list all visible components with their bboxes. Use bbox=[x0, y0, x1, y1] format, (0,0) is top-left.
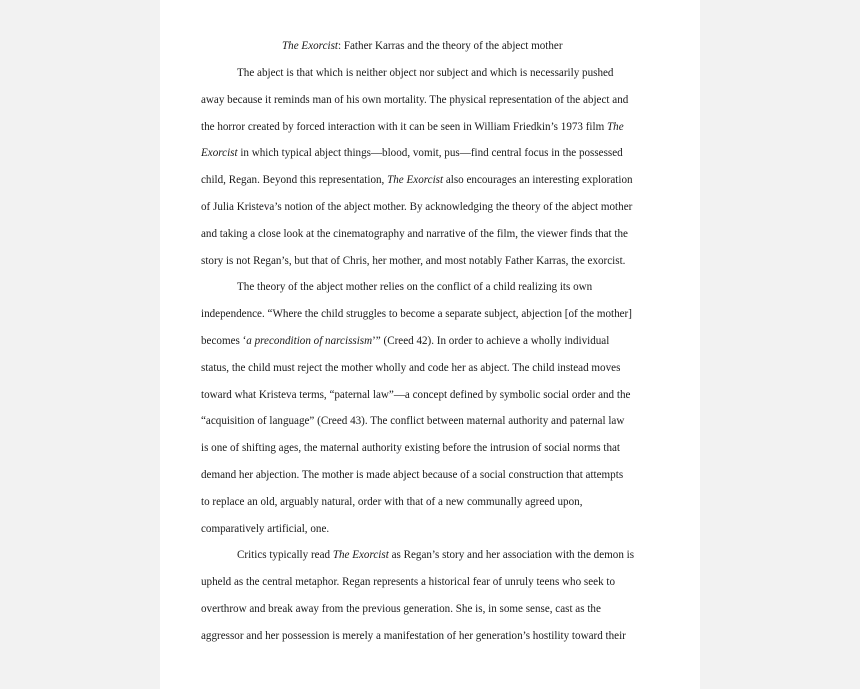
body-text-line bbox=[201, 629, 626, 643]
text-segment: The abject is that which is neither object nor subject and which is necessarily pushed bbox=[237, 67, 614, 79]
body-text-line bbox=[237, 66, 613, 80]
body-text-line bbox=[201, 522, 329, 536]
body-text-line bbox=[201, 254, 625, 268]
document-title bbox=[282, 39, 563, 53]
text-segment: upheld as the central metaphor. Regan represents a historical fear of unruly teens who seek to bbox=[201, 576, 616, 589]
body-text-line bbox=[201, 495, 582, 509]
body-text-line bbox=[201, 93, 628, 107]
text-segment: demand her abjection. The mother is made abject because of a social construction that attempts bbox=[201, 469, 624, 481]
text-segment: is one of shifting ages, the maternal authority existing before the intrusion of social norms that bbox=[201, 442, 621, 455]
text-segment: ’” (Creed 42). In order to achieve a wholly individual bbox=[372, 335, 610, 347]
text-segment: “acquisition of language” (Creed 43). The conflict between maternal authority and paternal law bbox=[201, 415, 625, 428]
text-segment: aggressor and her possession is merely a manifestation of her generation’s hostility toward their bbox=[201, 629, 626, 642]
italic-text: a precondition of narcissism bbox=[246, 335, 373, 347]
body-text-line bbox=[201, 575, 615, 589]
body-text-line bbox=[201, 441, 620, 455]
text-segment: away because it reminds man of his own mortality. The physical representation of the abject and bbox=[201, 93, 629, 106]
text-segment: and taking a close look at the cinematography and narrative of the film, the viewer finds that the bbox=[201, 227, 628, 240]
text-segment: independence. “Where the child struggles to become a separate subject, abjection [of the mother] bbox=[201, 308, 632, 321]
body-text-line bbox=[201, 146, 623, 160]
text-segment: to replace an old, arguably natural, order with that of a new communally agreed upon, bbox=[201, 495, 583, 508]
text-segment: the horror created by forced interaction with it can be seen in William Friedkin’s 1973 film bbox=[201, 120, 607, 133]
body-text-line bbox=[201, 307, 632, 321]
italic-text: Exorcist bbox=[201, 147, 238, 160]
body-text-line bbox=[201, 414, 624, 428]
body-text-line bbox=[201, 120, 624, 134]
text-segment: of Julia Kristeva’s notion of the abject mother. By acknowledging the theory of the abject mother bbox=[201, 201, 633, 213]
text-segment: also encourages an interesting exploration bbox=[443, 174, 633, 187]
body-text-line bbox=[201, 361, 620, 375]
body-text-line bbox=[201, 173, 633, 187]
body-text-line bbox=[237, 548, 634, 562]
text-segment: child, Regan. Beyond this representation, bbox=[201, 174, 388, 187]
text-segment: overthrow and break away from the previous generation. She is, in some sense, cast as the bbox=[201, 603, 601, 615]
text-segment: becomes ‘ bbox=[201, 335, 247, 347]
italic-text: The Exorcist bbox=[332, 549, 389, 562]
italic-text: The bbox=[607, 120, 624, 133]
text-segment: comparatively artificial, one. bbox=[201, 522, 330, 535]
text-segment: Critics typically read bbox=[237, 549, 333, 562]
text-segment: toward what Kristeva terms, “paternal law”—a concept defined by symbolic social order and the bbox=[201, 388, 631, 401]
text-segment: status, the child must reject the mother wholly and code her as abject. The child instead moves bbox=[201, 361, 621, 374]
text-segment: The theory of the abject mother relies on the conflict of a child realizing its own bbox=[237, 281, 593, 294]
body-text-line bbox=[201, 227, 628, 241]
text-segment: as Regan’s story and her association with the demon is bbox=[388, 549, 635, 562]
italic-text: The Exorcist bbox=[387, 174, 444, 187]
body-text-line bbox=[201, 388, 630, 402]
body-text-line bbox=[201, 200, 632, 214]
text-segment: story is not Regan’s, but that of Chris, her mother, and most notably Father Karras, the exorcist. bbox=[201, 254, 626, 267]
body-text-line bbox=[201, 602, 601, 616]
title-rest: : Father Karras and the theory of the abject mother bbox=[337, 40, 563, 52]
body-text-line bbox=[201, 334, 609, 348]
body-text-line bbox=[201, 468, 623, 482]
title-italic: The Exorcist bbox=[282, 40, 338, 52]
body-text-line bbox=[237, 280, 592, 294]
text-segment: in which typical abject things—blood, vomit, pus—find central focus in the possessed bbox=[237, 147, 623, 160]
